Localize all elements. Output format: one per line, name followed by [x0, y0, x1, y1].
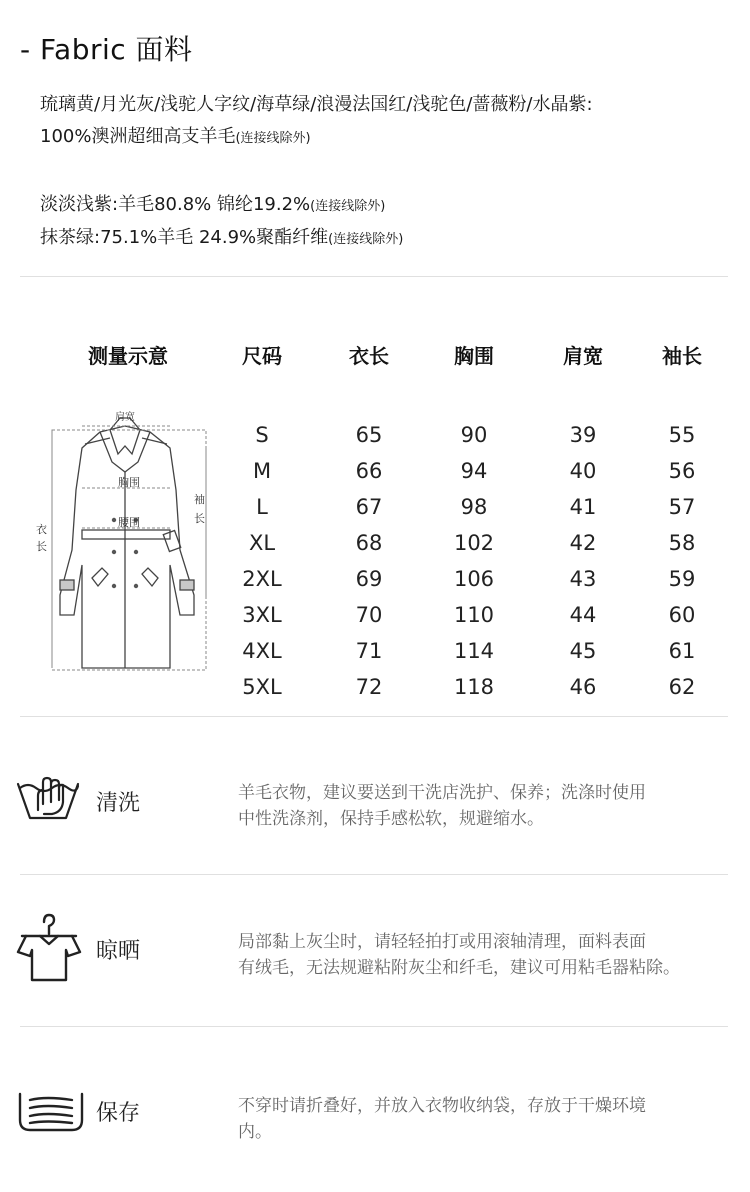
fabric-colors-line: 琉璃黄/月光灰/浅驼人字纹/海草绿/浪漫法国红/浅驼色/蔷薇粉/水晶紫: — [40, 94, 593, 115]
cell-chest: 106 — [453, 567, 495, 591]
cell-sleeve: 60 — [668, 603, 696, 627]
label-chest: 胸围 — [118, 476, 140, 489]
cell-length: 68 — [355, 531, 383, 555]
care-text-store — [238, 1093, 646, 1145]
care-text-line: 中性洗涤剂，保持手感松软，规避缩水。 — [238, 809, 544, 829]
fabric-composition-line — [40, 122, 311, 148]
label-length-b: 长 — [36, 540, 47, 553]
cell-sleeve: 56 — [668, 459, 696, 483]
cell-size: 2XL — [242, 567, 282, 591]
header-length: 衣长 — [349, 344, 389, 368]
cell-length: 67 — [355, 495, 383, 519]
divider — [20, 874, 728, 875]
coat-measurement-diagram — [30, 400, 220, 680]
fabric-purple-note: (连接线除外) — [310, 199, 386, 214]
cell-chest: 110 — [453, 603, 495, 627]
cell-size: 5XL — [242, 675, 282, 699]
label-shoulder: 肩宽 — [115, 412, 135, 423]
fabric-green-line — [40, 223, 403, 249]
cell-length: 66 — [355, 459, 383, 483]
care-text-wash — [238, 780, 646, 832]
divider — [20, 716, 728, 717]
cell-length: 65 — [355, 423, 383, 447]
label-length-a: 衣 — [36, 523, 47, 536]
cell-chest: 114 — [453, 639, 495, 663]
cell-chest: 94 — [460, 459, 488, 483]
divider — [20, 1026, 728, 1027]
care-text-line: 羊毛衣物，建议要送到干洗店洗护、保养；洗涤时使用 — [238, 783, 646, 803]
cell-size: XL — [248, 531, 276, 555]
cell-shoulder: 41 — [569, 495, 597, 519]
label-sleeve-b: 长 — [194, 512, 205, 525]
header-measure-diagram: 测量示意 — [88, 344, 168, 368]
cell-chest: 118 — [453, 675, 495, 699]
label-waist: 腰围 — [118, 516, 140, 529]
cell-shoulder: 39 — [569, 423, 597, 447]
care-label-store: 保存 — [96, 1101, 141, 1126]
cell-size: M — [252, 459, 272, 483]
cell-length: 71 — [355, 639, 383, 663]
cell-size: L — [256, 495, 268, 519]
care-text-line: 局部黏上灰尘时，请轻轻拍打或用滚轴清理，面料表面 — [238, 932, 646, 952]
cell-sleeve: 59 — [668, 567, 696, 591]
fabric-purple-main: 淡淡浅紫:羊毛80.8% 锦纶19.2% — [40, 194, 311, 215]
label-sleeve-a: 袖 — [194, 493, 205, 506]
cell-sleeve: 55 — [668, 423, 696, 447]
folded-storage-icon — [16, 1090, 86, 1134]
header-size: 尺码 — [242, 344, 282, 368]
hanging-shirt-icon — [16, 912, 82, 984]
header-chest: 胸围 — [454, 344, 494, 368]
hand-wash-icon — [16, 770, 80, 822]
cell-shoulder: 40 — [569, 459, 597, 483]
cell-shoulder: 42 — [569, 531, 597, 555]
cell-shoulder: 45 — [569, 639, 597, 663]
cell-length: 72 — [355, 675, 383, 699]
care-text-line: 不穿时请折叠好，并放入衣物收纳袋，存放于干燥环境 — [238, 1096, 646, 1116]
cell-shoulder: 43 — [569, 567, 597, 591]
cell-length: 70 — [355, 603, 383, 627]
cell-chest: 90 — [460, 423, 488, 447]
cell-sleeve: 61 — [668, 639, 696, 663]
cell-chest: 102 — [453, 531, 495, 555]
cell-shoulder: 44 — [569, 603, 597, 627]
care-text-line: 内。 — [238, 1122, 272, 1142]
header-sleeve: 袖长 — [662, 344, 702, 368]
cell-sleeve: 57 — [668, 495, 696, 519]
care-label-wash: 清洗 — [96, 791, 141, 816]
fabric-heading: - Fabric 面料 — [20, 33, 193, 66]
divider — [20, 276, 728, 277]
cell-chest: 98 — [460, 495, 488, 519]
cell-size: 4XL — [242, 639, 282, 663]
cell-length: 69 — [355, 567, 383, 591]
care-text-dry — [238, 929, 680, 981]
cell-size: S — [255, 423, 269, 447]
fabric-green-note: (连接线除外) — [328, 232, 404, 247]
fabric-green-main: 抹茶绿:75.1%羊毛 24.9%聚酯纤维 — [40, 227, 329, 248]
fabric-purple-line — [40, 190, 385, 216]
cell-size: 3XL — [242, 603, 282, 627]
cell-sleeve: 58 — [668, 531, 696, 555]
fabric-composition-main: 100%澳洲超细高支羊毛 — [40, 126, 236, 147]
care-text-line: 有绒毛，无法规避粘附灰尘和纤毛，建议可用粘毛器粘除。 — [238, 958, 680, 978]
header-shoulder: 肩宽 — [563, 344, 603, 368]
cell-shoulder: 46 — [569, 675, 597, 699]
fabric-composition-note: (连接线除外) — [235, 131, 311, 146]
cell-sleeve: 62 — [668, 675, 696, 699]
care-label-dry: 晾晒 — [96, 939, 141, 964]
